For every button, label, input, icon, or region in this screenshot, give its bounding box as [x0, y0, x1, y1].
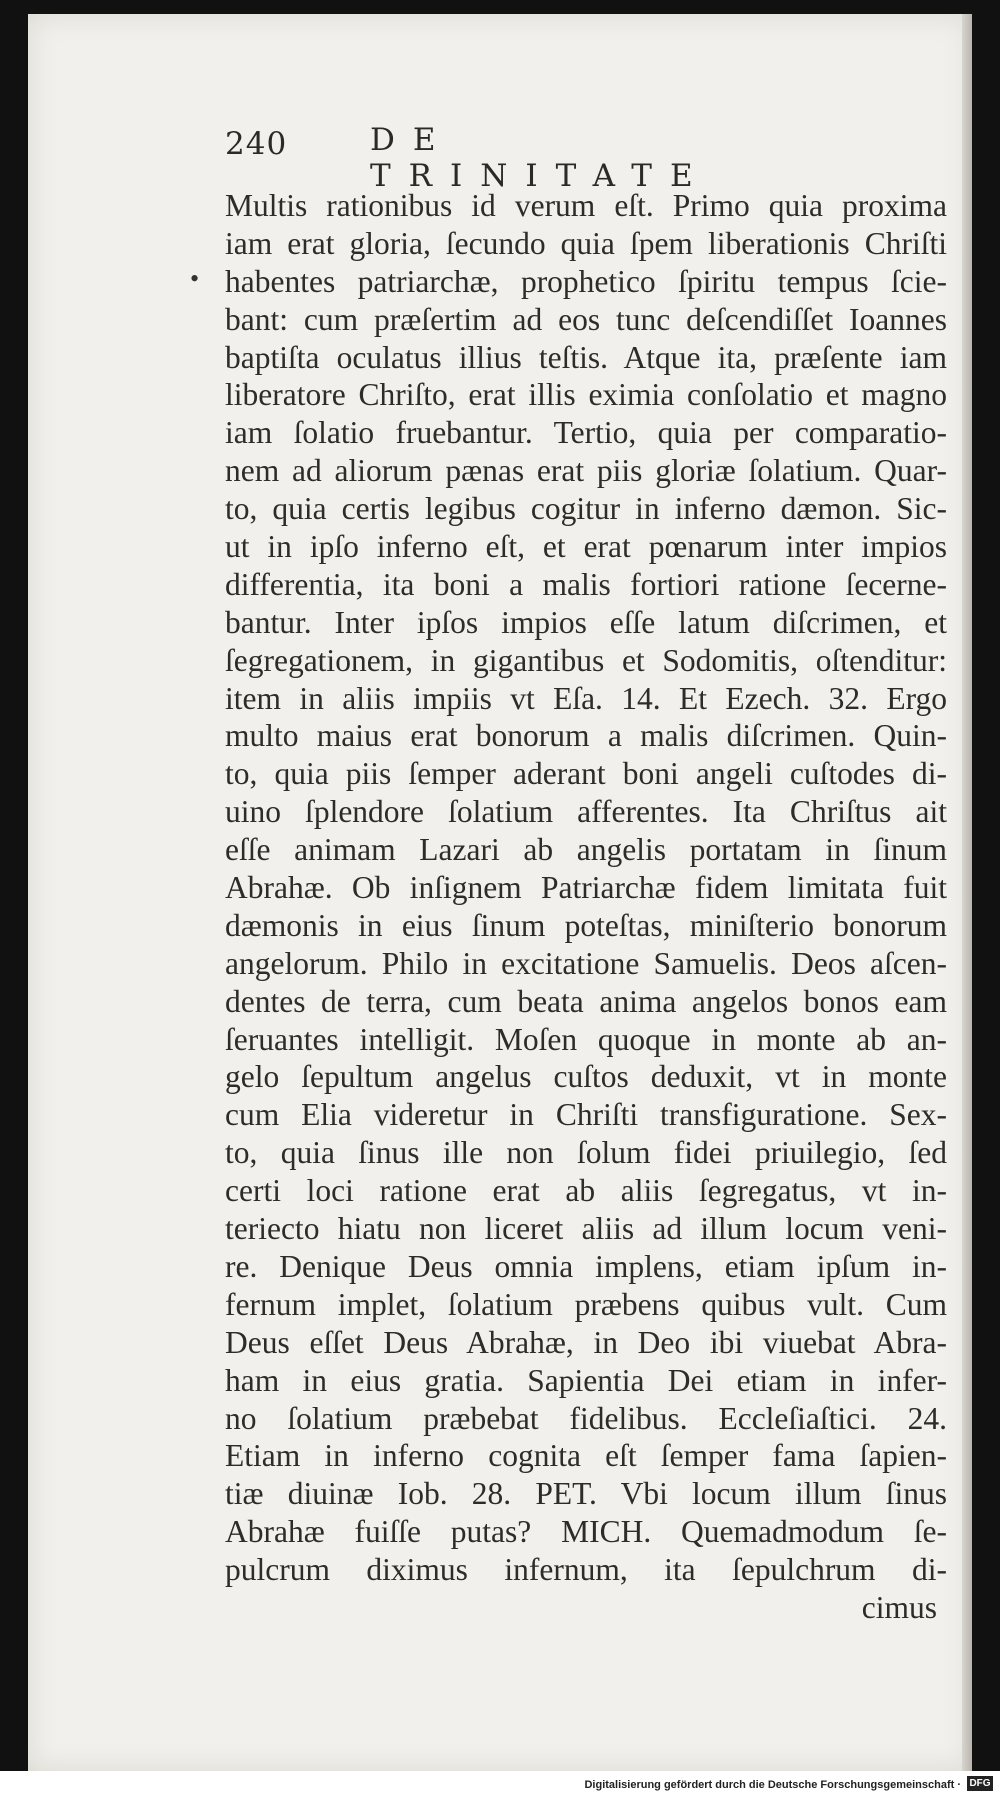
text-line: certi loci ratione erat ab aliis ſegregatus, vt in- [225, 1173, 947, 1209]
text-line: ſeruantes intelligit. Moſen quoque in monte ab an- [225, 1021, 947, 1057]
text-line: eſſe animam Lazari ab angelis portatam in ſinum [225, 832, 947, 868]
text-line: dentes de terra, cum beata anima angelos bonos eam [225, 983, 947, 1019]
text-line: iam erat gloria, ſecundo quia ſpem liberationis Chriſti [225, 225, 947, 261]
text-line: ſegregationem, in gigantibus et Sodomitis, oſtenditur: [225, 642, 947, 678]
text-line: item in aliis impiis vt Eſa. 14. Et Ezech. 32. Ergo [225, 680, 947, 716]
text-line: Deus eſſet Deus Abrahæ, in Deo ibi viuebat Abra- [225, 1324, 947, 1360]
text-line: liberatore Chriſto, erat illis eximia conſolatio et magno [225, 377, 947, 413]
text-line: habentes patriarchæ, prophetico ſpiritu tempus ſcie- [225, 263, 947, 299]
text-line: gelo ſepultum angelus cuſtos deduxit, vt in monte [225, 1059, 947, 1095]
text-line: pulcrum diximus infernum, ita ſepulchrum di- [225, 1552, 947, 1588]
text-line: to, quia ſinus ille non ſolum fidei priuilegio, ſed [225, 1135, 947, 1171]
page-edge-shadow [962, 14, 972, 1771]
text-line: Etiam in inferno cognita eſt ſemper fama ſapien- [225, 1438, 947, 1474]
footer-strip [0, 1771, 1000, 1803]
text-line: bantur. Inter ipſos impios eſſe latum diſcrimen, et [225, 604, 947, 640]
text-line: nem ad aliorum pænas erat piis gloriæ ſolatium. Quar- [225, 453, 947, 489]
text-line: Abrahæ fuiſſe putas? MICH. Quemadmodum ſe- [225, 1514, 947, 1550]
text-line: Abrahæ. Ob inſignem Patriarchæ fidem limitata fuit [225, 870, 947, 906]
text-line: bant: cum præſertim ad eos tunc deſcendiſſet Ioannes [225, 301, 947, 337]
text-line: baptiſta oculatus illius teſtis. Atque ita, præſente iam [225, 339, 947, 375]
text-line: iam ſolatio fruebantur. Tertio, quia per comparatio- [225, 415, 947, 451]
text-line: tiæ diuinæ Iob. 28. PET. Vbi locum illum ſinus [225, 1476, 947, 1512]
catchword: cimus [861, 1589, 937, 1625]
text-line: to, quia piis ſemper aderant boni angeli cuſtodes di- [225, 756, 947, 792]
text-line: uino ſplendore ſolatium afferentes. Ita Chriſtus ait [225, 794, 947, 830]
running-title: DE TRINITATE [370, 122, 711, 194]
dfg-logo: DFG [967, 1776, 993, 1791]
text-line: fernum implet, ſolatium præbens quibus vult. Cum [225, 1286, 947, 1322]
text-line: no ſolatium præbebat fidelibus. Eccleſiaſtici. 24. [225, 1400, 947, 1436]
page-header [225, 120, 815, 194]
text-line: teriecto hiatu non liceret aliis ad illum locum veni- [225, 1211, 947, 1247]
text-line: angelorum. Philo in excitatione Samuelis. Deos aſcen- [225, 945, 947, 981]
text-line: dæmonis in eius ſinum poteſtas, miniſterio bonorum [225, 907, 947, 943]
body-text [225, 187, 947, 1627]
page-number: 240 [225, 126, 288, 162]
text-line: re. Denique Deus omnia implens, etiam ipſum in- [225, 1248, 947, 1284]
footer-credit: Digitalisierung gefördert durch die Deutsche Forschungsgemeinschaft · [584, 1779, 961, 1791]
text-line: Multis rationibus id verum eſt. Primo quia proxima [225, 188, 947, 223]
text-line: multo maius erat bonorum a malis diſcrimen. Quin- [225, 718, 947, 754]
text-line: to, quia certis legibus cogitur in inferno dæmon. Sic- [225, 491, 947, 527]
text-line: differentia, ita boni a malis fortiori ratione ſecerne- [225, 566, 947, 602]
text-line: ut in ipſo inferno eſt, et erat pœnarum inter impios [225, 529, 947, 565]
text-line: cum Elia videretur in Chriſti transfiguratione. Sex- [225, 1097, 947, 1133]
text-line: ham in eius gratia. Sapientia Dei etiam in infer- [225, 1362, 947, 1398]
margin-mark: • [190, 264, 200, 293]
